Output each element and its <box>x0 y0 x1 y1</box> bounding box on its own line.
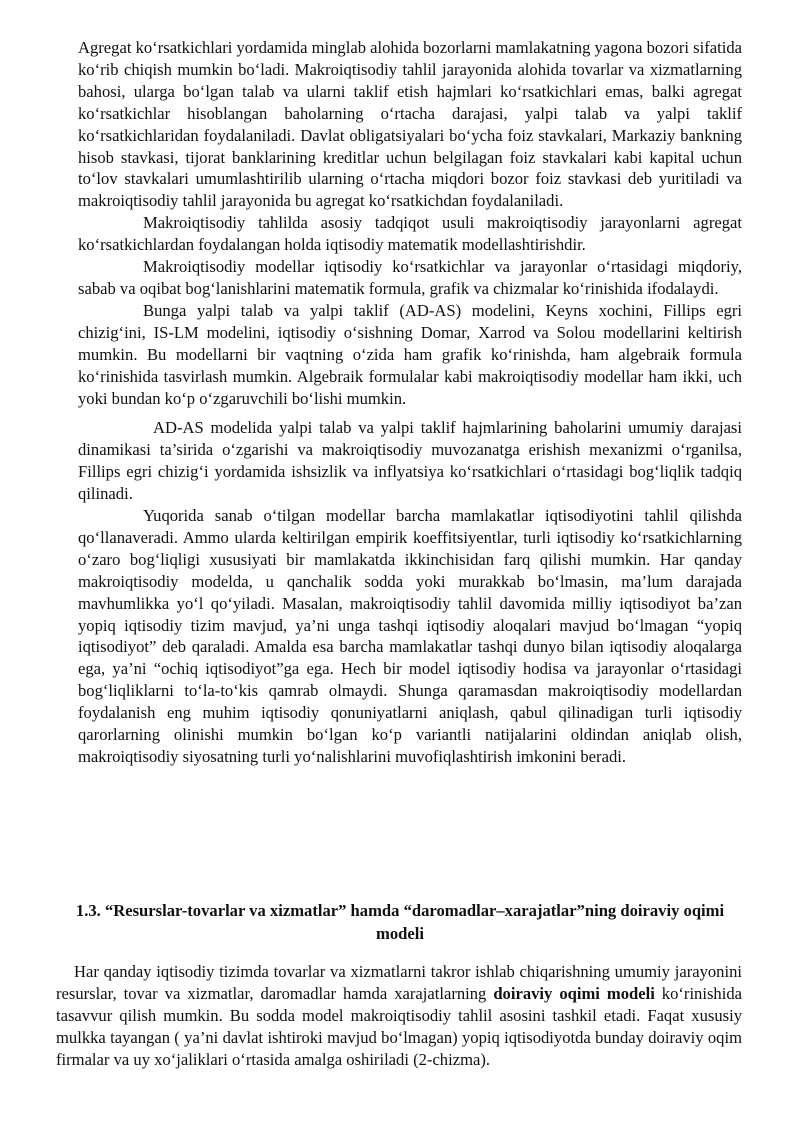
bold-term-circular-flow: doiraviy oqimi modeli <box>493 983 655 1003</box>
paragraph-models-definition: Makroiqtisodiy modellar iqtisodiy ko‘rsatkichlar va jarayonlar o‘rtasidagi miqdoriy, sabab va oqibat bog‘lanishlarini matematik formula, grafik va chizmalar ko‘rinishida ifodalaydi. <box>78 257 742 298</box>
paragraph-circular-flow <box>56 961 742 1071</box>
paragraph-aggregate-indicators: Agregat ko‘rsatkichlari yordamida minglab alohida bozorlarni mamlakatning yagona bozori sifatida ko‘rib chiqish mumkin bo‘ladi. Makroiqtisodiy tahlil jarayonida alohida tovarlar va xizmatlarning bahosi, ularga bo‘lgan talab va ularni taklif etish hajmlari ko‘rsatkichlari emas, balki agregat ko‘rsatkichlar hisoblangan baholarning o‘rtacha darajasi, yalpi talab va yalpi taklif ko‘rsatkichlaridan foydalaniladi. Davlat obligatsiyalari bo‘ycha foiz stavkalari, Markaziy bankning hisob stavkasi, tijorat banklarining kreditlar uchun belgilagan foiz stavkalari kabi kapital uchun to‘lov stavkalari umumlashtirilib ularning o‘rtacha miqdori bozor foiz stavkasi deb yuritiladi va makroiqtisodiy tahlil jarayonida bu agregat ko‘rsatkichdan foydalaniladi. <box>78 38 742 211</box>
section-intro <box>56 961 742 1071</box>
paragraph-model-limitations: Yuqorida sanab o‘tilgan modellar barcha mamlakatlar iqtisodiyotini tahlil qilishda qo‘llanaveradi. Ammo ularda keltirilgan empirik koeffitsiyentlar, turli iqtisodiy ko‘rsatkichlarning o‘zaro bog‘liqligi xususiyati bir mamlakatda ikkinchisidan farq qilishi mumkin. Har qanday makroiqtisodiy modelda, u qanchalik sodda yoki murakkab bo‘lmasin, ma’lum darajada mavhumlikka yo‘l qo‘yiladi. Masalan, makroiqtisodiy tahlil davomida milliy iqtisodiyot ba’zan yopiq iqtisodiy tizim mavjud, ya’ni unga tashqi iqtisodiy aloqalari mavjud bo‘lmagan “yopiq iqtisodiyot” deb qaraladi. Amalda esa barcha mamlakatlar tashqi dunyo bilan iqtisodiy aloqalarga ega, ya’ni “ochiq iqtisodiyot”ga ega. Hech bir model iqtisodiy hodisa va jarayonlar o‘rtasidagi bog‘liqliklarni to‘la-to‘kis qamrab olmaydi. Shunga qaramasdan makroiqtisodiy modellardan foydalanish eng muhim iqtisodiy qonuniyatlarni aniqlash, qabul qilinadigan turli iqtisodiy qarorlarning olinishi mumkin bo‘lgan ko‘p variantli natijalarini oldindan aniqlab olish, makroiqtisodiy siyosatning turli yo‘nalishlarini muvofiqlashtirish imkonini beradi. <box>78 506 742 766</box>
circular-flow-text-start: Har qanday iqtisodiy tizimda tovarlar va xizmatlarni takror ishlab chiqarishning umumiy jarayonini resurslar, tovar va xizmatlar, daromadlar hamda xarajatlarning <box>56 962 742 1003</box>
paragraph-research-method: Makroiqtisodiy tahlilda asosiy tadqiqot usuli makroiqtisodiy jarayonlarni agregat ko‘rsatkichlardan foydalangan holda iqtisodiy matematik modellashtirishdir. <box>78 213 742 255</box>
circular-flow-text-end: ko‘rinishida tasavvur qilish mumkin. Bu sodda model makroiqtisodiy tahlil asosini tashkil etadi. Faqat xususiy mulkka tayangan ( ya’ni davlat ishtiroki mavjud bo‘lmagan) yopiq iqtisodiyotda bunday doiraviy oqim firmalar va uy xo‘jaliklari o‘rtasida amalga oshiriladi (2-chizma). <box>56 983 742 1069</box>
paragraph-model-examples: Bunga yalpi talab va yalpi taklif (AD-AS) modelini, Keyns xochini, Fillips egri chizig‘ini, IS-LM modelini, iqtisodiy o‘sishning Domar, Xarrod va Solou modellarini keltirish mumkin. Bu modellarni bir vaqtning o‘zida ham grafik ko‘rinishda, ham algebraik formula ko‘rinishida tasvirlash mumkin. Algebraik formulalar kabi makroiqtisodiy modellar ham ikki, uch yoki bundan ko‘p o‘zgaruvchili bo‘lishi mumkin. <box>78 300 742 408</box>
document-body <box>78 37 742 768</box>
paragraph-ad-as-model: AD-AS modelida yalpi talab va yalpi taklif hajmlarining baholarini umumiy darajasi dinamikasi ta’sirida o‘zgarishi va makroiqtisodiy muvozanatga erishish mexanizmi o‘rganilsa, Fillips egri chizig‘i yordamida ishsizlik va inflyatsiya ko‘rsatkichlari o‘rtasidagi bog‘liqlik tadqiq qilinadi. <box>78 418 742 504</box>
section-heading: 1.3. “Resurslar-tovarlar va xizmatlar” hamda “daromadlar–xarajatlar”ning doiraviy oqimi modeli <box>75 901 725 943</box>
